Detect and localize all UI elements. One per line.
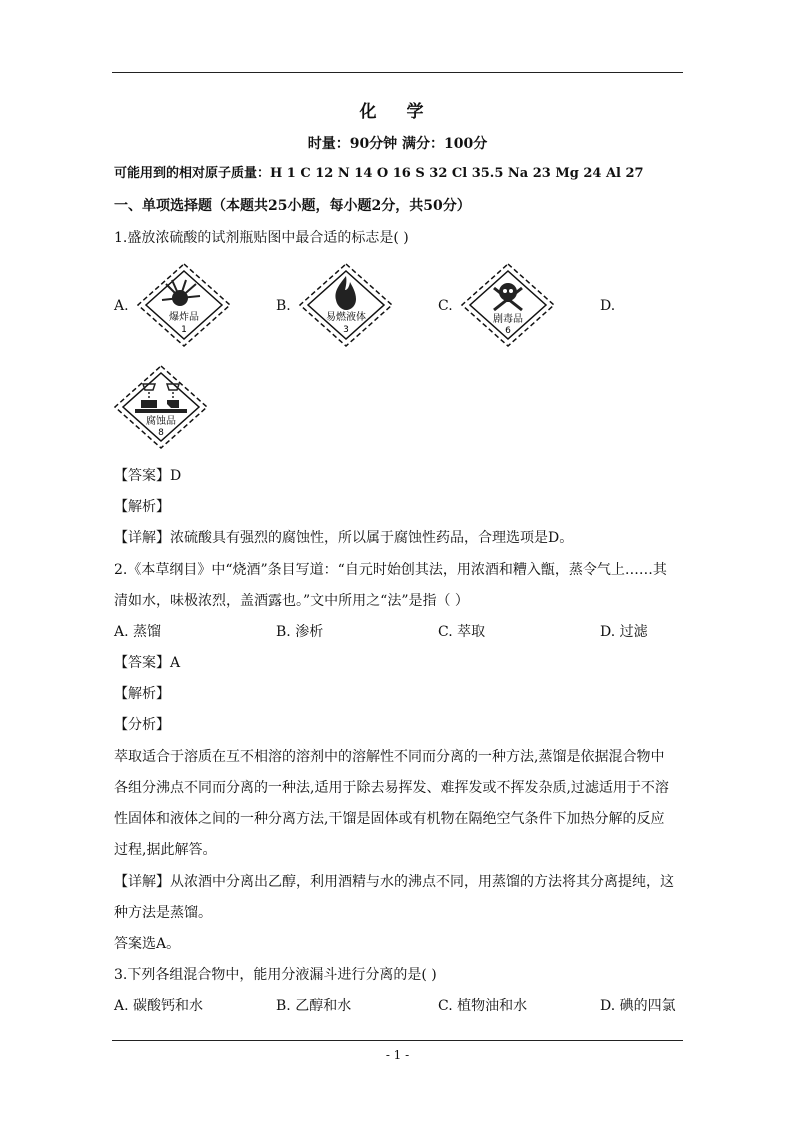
section-heading: 一、单项选择题（本题共25小题，每小题2分，共50分） xyxy=(114,198,471,214)
q2-fenxi-line3: 性固体和液体之间的一种分离方法,干馏是固体或有机物在隔绝空气条件下加热分解的反应 xyxy=(114,811,665,827)
atomic-mass-line: 可能用到的相对原子质量：H 1 C 12 N 14 O 16 S 32 Cl 35.5 Na 23 Mg 24 Al 27 xyxy=(114,166,644,181)
q2-option-a: A. 蒸馏 xyxy=(114,624,162,640)
q1-option-b-letter: B. xyxy=(276,298,291,314)
q3-option-a: A. 碳酸钙和水 xyxy=(114,998,204,1014)
q1-option-d-letter: D. xyxy=(600,298,616,314)
q2-answer: 【答案】A xyxy=(114,655,181,671)
q1-answer: 【答案】D xyxy=(114,468,182,484)
q2-fenxi-line2: 各组分沸点不同而分离的一种法,适用于除去易挥发、难挥发或不挥发杂质,过滤适用于不溶 xyxy=(114,780,669,796)
q1-analysis: 【解析】 xyxy=(114,499,170,515)
header-rule xyxy=(112,72,683,73)
flame-icon xyxy=(335,276,356,310)
flammable-sign-label: 易燃液体 xyxy=(326,312,366,323)
toxic-sign xyxy=(460,262,556,348)
q2-fenxi-line1: 萃取适合于溶质在互不相溶的溶剂中的溶解性不同而分离的一种方法,蒸馏是依据混合物中 xyxy=(114,749,665,765)
footer-rule xyxy=(112,1040,683,1041)
toxic-sign-label: 剧毒品 xyxy=(493,314,523,325)
explosive-sign-label: 爆炸品 xyxy=(169,312,199,323)
q2-fenxi: 【分析】 xyxy=(114,717,170,733)
corrosive-sign-number: 8 xyxy=(158,428,164,438)
q3-option-b: B. 乙醇和水 xyxy=(276,998,352,1014)
q2-option-b: B. 渗析 xyxy=(276,624,324,640)
q1-option-a-letter: A. xyxy=(114,298,129,314)
explosive-sign-number: 1 xyxy=(181,325,187,335)
page-number: - 1 - xyxy=(385,1048,410,1062)
flammable-liquid-sign xyxy=(298,262,394,348)
toxic-sign-number: 6 xyxy=(505,326,511,336)
q2-option-d: D. 过滤 xyxy=(600,624,648,640)
corrosive-sign xyxy=(113,364,209,450)
q2-detail-line2: 种方法是蒸馏。 xyxy=(114,905,212,921)
question-3-stem: 3.下列各组混合物中，能用分液漏斗进行分离的是( ) xyxy=(114,967,437,983)
page-title: 化 学 xyxy=(359,102,436,122)
skull-icon xyxy=(494,283,522,310)
q1-option-c-letter: C. xyxy=(438,298,453,314)
q2-detail-line1: 【详解】从浓酒中分离出乙醇，利用酒精与水的沸点不同，用蒸馏的方法将其分离提纯，这 xyxy=(114,874,674,890)
explosive-sign xyxy=(136,262,232,348)
q1-detail: 【详解】浓硫酸具有强烈的腐蚀性，所以属于腐蚀性药品，合理选项是D。 xyxy=(114,530,574,546)
flammable-sign-number: 3 xyxy=(343,325,349,335)
q2-fenxi-line4: 过程,据此解答。 xyxy=(114,842,217,858)
question-1-stem: 1.盛放浓硫酸的试剂瓶贴图中最合适的标志是( ) xyxy=(114,230,409,246)
exam-info: 时量：90分钟 满分：100分 xyxy=(307,136,488,152)
q2-analysis: 【解析】 xyxy=(114,686,170,702)
corrosive-sign-label: 腐蚀品 xyxy=(146,416,176,427)
question-2-stem-line2: 清如水，味极浓烈，盖酒露也。”文中所用之“法”是指（ ） xyxy=(114,593,469,609)
question-2-stem-line1: 2.《本草纲目》中“烧酒”条目写道：“自元时始创其法，用浓酒和糟入甑，蒸令气上……其 xyxy=(114,562,667,578)
q2-conclusion: 答案选A。 xyxy=(114,936,181,952)
q3-option-c: C. 植物油和水 xyxy=(438,998,528,1014)
q2-option-c: C. 萃取 xyxy=(438,624,486,640)
q3-option-d: D. 碘的四氯 xyxy=(600,998,676,1014)
explosive-icon xyxy=(162,280,200,306)
